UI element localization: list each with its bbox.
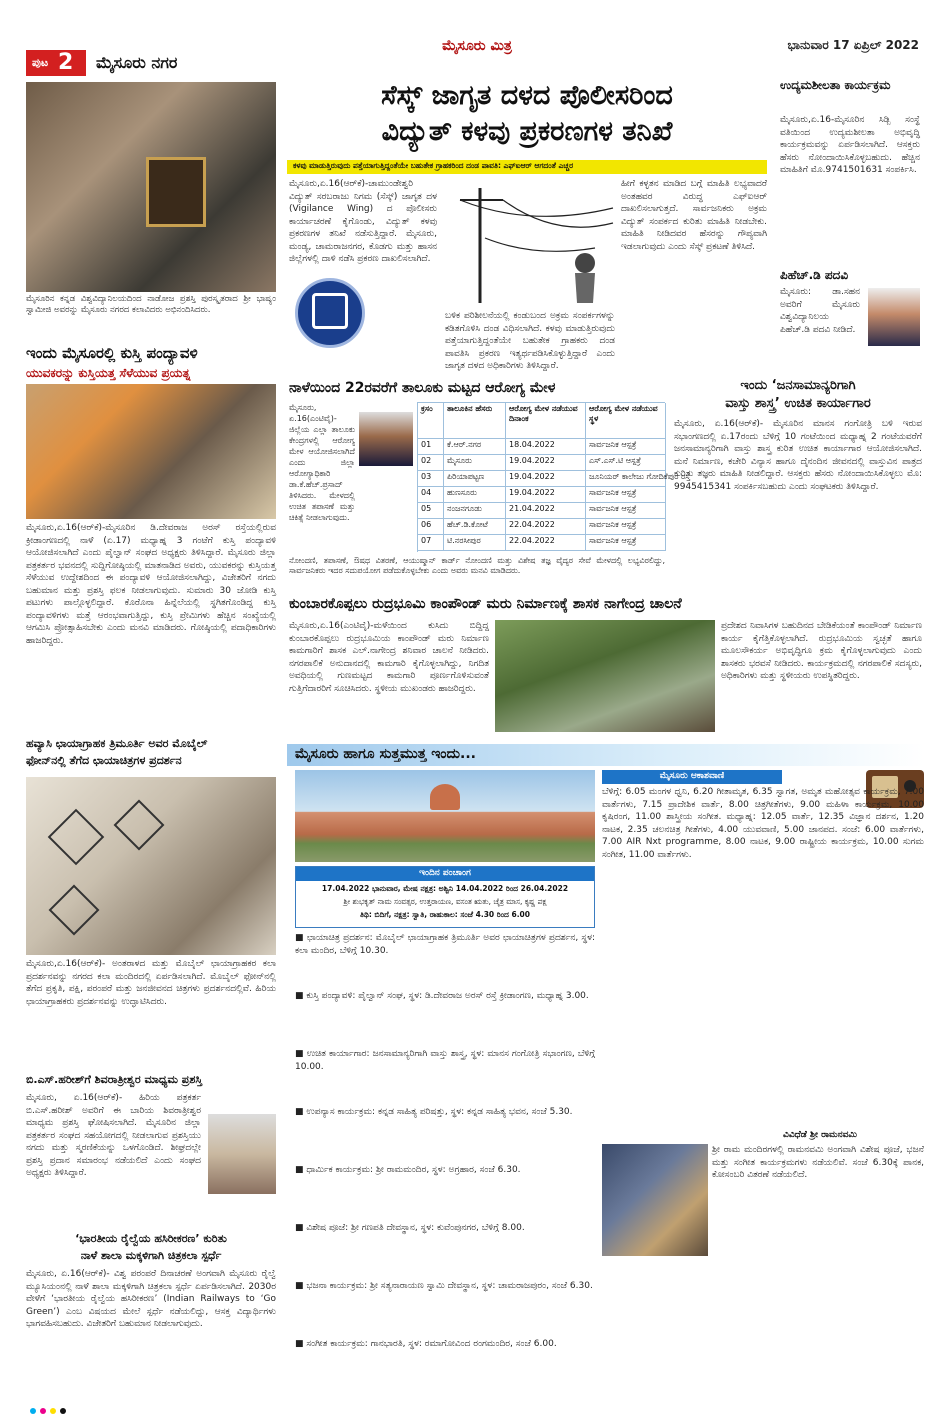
table-cell: ಟಿ.ನರಸೀಪುರ — [444, 535, 506, 551]
event-item: ■ ಧಾರ್ಮಿಕ ಕಾರ್ಯಕ್ರಮ: ಶ್ರೀ ರಾಮಮಂದಿರ, ಸ್ಥಳ: ಅಗ್ರಹಾರ, ಸಂಜೆ 6.30. — [295, 1165, 521, 1175]
dot-magenta — [40, 1408, 46, 1414]
table-cell: 07 — [418, 535, 444, 551]
table-cell: ಸಾರ್ವಜನಿಕ ಆಸ್ಪತ್ರೆ — [586, 503, 666, 519]
table-cell: ಜೂನಿಯರ್ ಕಾಲೇಜು ಗೋದಿಕೆಪುರ ರಸ್ತೆ — [586, 471, 666, 487]
table-cell: 18.04.2022 — [506, 439, 586, 455]
table-cell: 06 — [418, 519, 444, 535]
table-cell: ಸಾರ್ವಜನಿಕ ಆಸ್ಪತ್ರೆ — [586, 535, 666, 551]
vastu-story — [672, 378, 924, 588]
panchanga-title: ಇಂದಿನ ಪಂಚಾಂಗ — [419, 868, 471, 878]
doctor-portrait — [359, 412, 413, 466]
electric-pole-illustration — [445, 178, 615, 306]
today-banner — [287, 744, 924, 766]
table-cell: ಕೆ.ಆರ್.ನಗರ — [444, 439, 506, 455]
ramanavami-article: ಶ್ರೀ ರಾಮ ಮಂದಿರಗಳಲ್ಲಿ ರಾಮನವಮಿ ಅಂಗವಾಗಿ ವಿಶೇಷ ಪೂಜೆ, ಭಜನೆ ಮತ್ತು ಸಂಗೀತ ಕಾರ್ಯಕ್ರಮಗಳು ನಡೆಯಲಿವೆ. ಸಂಜೆ 6.30ಕ್ಕೆ ಪಾನಕ, ಕೋಸಂಬರಿ ವಿತರಣೆ ನಡೆಯಲಿದೆ. — [712, 1145, 924, 1180]
lead-col1: ಮೈಸೂರು,ಏ.16(ಆರ್‌ಕೆ)-ಚಾಮುಂಡೇಶ್ವರಿ ವಿದ್ಯುತ್ ಸರಬರಾಜು ನಿಗಮ (ಸೆಸ್ಕ್) ಜಾಗೃತ ದಳ (Vigilance Wing) ದ ಪೊಲೀಸರು ಕಾರ್ಯಾಚರಣೆ ಕೈಗೊಂಡು, ವಿದ್ಯುತ್ ಕಳವು ಪ್ರಕರಣಗಳ ತನಿಖೆ ನಡೆಸುತ್ತಿದ್ದಾರೆ. ಮೈಸೂರು, ಮಂಡ್ಯ, ಚಾಮರಾಜನಗರ, ಕೊಡಗು ಮತ್ತು ಹಾಸನ ಜಿಲ್ಲೆಗಳಲ್ಲಿ ದಾಳಿ ನಡೆಸಿ ಪ್ರಕರಣ ದಾಖಲಿಸಲಾಗಿದೆ. — [289, 179, 437, 264]
panchanga-line1: 17.04.2022 ಭಾನುವಾರ, ಮೇಷ ನಕ್ಷತ್ರ: ಅಶ್ವಿನಿ 14.04.2022 ರಿಂದ 26.04.2022 — [321, 884, 569, 893]
phd-portrait — [868, 288, 920, 346]
kumbar-headline: ಕುಂಬಾರಕೊಪ್ಪಲು ರುದ್ರಭೂಮಿ ಕಾಂಪೌಂಡ್ ಮರು ನಿರ್ಮಾಣಕ್ಕೆ ಶಾಸಕ ನಾಗೇಂದ್ರ ಚಾಲನೆ — [289, 596, 682, 612]
lead-col1-cont — [371, 274, 437, 364]
table-cell: 05 — [418, 503, 444, 519]
table-cell: ನಂಜನಗೂಡು — [444, 503, 506, 519]
rail-headline: ‘ಭಾರತೀಯ ರೈಲ್ವೆಯ ಹಸಿರೀಕರಣ’ ಕುರಿತು — [75, 1232, 227, 1245]
paper-name: ಮೈಸೂರು ಮಿತ್ರ — [442, 38, 512, 54]
table-cell: ಸಾರ್ವಜನಿಕ ಆಸ್ಪತ್ರೆ — [586, 439, 666, 455]
lead-headline-line1: ಸೆಸ್ಕ್ ಜಾಗೃತ ದಳದ ಪೊಲೀಸರಿಂದ — [381, 80, 673, 111]
events-list — [295, 932, 595, 1402]
akashvani-header — [602, 770, 782, 784]
event-headline: ಉದ್ಯಮಶೀಲತಾ ಕಾರ್ಯಕ್ರಮ — [780, 78, 891, 92]
kusti-article: ಮೈಸೂರು,ಏ.16(ಆರ್‌ಕೆ)-ಮೈಸೂರಿನ ಡಿ.ದೇವರಾಜ ಅರಸ್ ರಸ್ತೆಯಲ್ಲಿರುವ ಕ್ರೀಡಾಂಗಣದಲ್ಲಿ ನಾಳೆ (ಏ.17) ಮಧ್ಯಾಹ್ನ 3 ಗಂಟೆಗೆ ಕುಸ್ತಿ ಪಂದ್ಯಾವಳಿ ಆಯೋಜಿಸಲಾಗಿದೆ ಎಂದು ಪೈಲ್ವಾನ್ ಸಂಘದ ಅಧ್ಯಕ್ಷರು ತಿಳಿಸಿದ್ದಾರೆ. ಮೈಸೂರು ಜಿಲ್ಲಾ ಪತ್ರಕರ್ತರ ಭವನದಲ್ಲಿ ಸುದ್ದಿಗೋಷ್ಠಿಯಲ್ಲಿ ಮಾತನಾಡಿದ ಅವರು, ಯುವಕರನ್ನು ಕುಸ್ತಿಯತ್ತ ಸೆಳೆಯುವ ಉದ್ದೇಶದಿಂದ ಈ ಪಂದ್ಯಾವಳಿ ಆಯೋಜಿಸಲಾಗಿದ್ದು, ವಿಜೇತರಿಗೆ ನಗದು ಬಹುಮಾನ ಮತ್ತು ಪ್ರಶಸ್ತಿ ಫಲಕ ನೀಡಲಾಗುವುದು. ಸುಮಾರು 30 ಜೋಡಿ ಕುಸ್ತಿ ಪಟುಗಳು ಪಾಲ್ಗೊಳ್ಳಲಿದ್ದಾರೆ. ಕೊರೊನಾ ಹಿನ್ನೆಲೆಯಲ್ಲಿ ಸ್ಥಗಿತಗೊಂಡಿದ್ದ ಕುಸ್ತಿ ಪಂದ್ಯಾವಳಿಗಳು ಮತ್ತೆ ಆರಂಭವಾಗುತ್ತಿದ್ದು, ಕುಸ್ತಿ ಪ್ರೇಮಿಗಳು ಹೆಚ್ಚಿನ ಸಂಖ್ಯೆಯಲ್ಲಿ ಆಗಮಿಸಿ ಪ್ರೋತ್ಸಾಹಿಸಬೇಕು ಎಂದು ಮನವಿ ಮಾಡಿದರು. ಗೋಷ್ಠಿಯಲ್ಲಿ ಪದಾಧಿಕಾರಿಗಳು ಹಾಜರಿದ್ದರು. — [26, 523, 276, 646]
dot-cyan — [30, 1408, 36, 1414]
phd-headline: ಪಿಹೆಚ್.ಡಿ ಪದವಿ — [780, 268, 849, 282]
section-name: ಮೈಸೂರು ನಗರ — [96, 53, 178, 72]
photo-exhibit-subhead: ಫೋನ್‌ನಲ್ಲಿ ತೆಗೆದ ಛಾಯಾಚಿತ್ರಗಳ ಪ್ರದರ್ಶನ — [26, 754, 182, 767]
table-cell: ಸಾರ್ವಜನಿಕ ಆಸ್ಪತ್ರೆ — [586, 519, 666, 535]
lead-story — [287, 78, 767, 371]
kusti-subhead: ಯುವಕರನ್ನು ಕುಸ್ತಿಯತ್ತ ಸೆಳೆಯುವ ಪ್ರಯತ್ನ — [26, 366, 191, 380]
harish-portrait — [208, 1114, 276, 1194]
table-cell: 03 — [418, 471, 444, 487]
kumbar-story — [287, 596, 924, 736]
akashvani-title: ಮೈಸೂರು ಆಕಾಶವಾಣಿ — [659, 771, 725, 781]
frame-1 — [48, 809, 105, 866]
panchanga-line3: ತಿಥಿ: ಬಿದಿಗೆ, ನಕ್ಷತ್ರ: ಸ್ವಾತಿ, ರಾಹುಕಾಲ: ಸಂಜೆ 4.30 ರಿಂದ 6.00 — [360, 910, 530, 919]
event-item: ■ ವಿಶೇಷ ಪೂಜೆ: ಶ್ರೀ ಗಣಪತಿ ದೇವಸ್ಥಾನ, ಸ್ಥಳ: ಕುವೆಂಪುನಗರ, ಬೆಳಿಗ್ಗೆ 8.00. — [295, 1223, 525, 1233]
arogya-article: ಮೈಸೂರು, ಏ.16(ಎಂಟಿವೈ)- ಜಿಲ್ಲೆಯ ಎಲ್ಲಾ ತಾಲೂಕು ಕೇಂದ್ರಗಳಲ್ಲಿ ಆರೋಗ್ಯ ಮೇಳ ಆಯೋಜಿಸಲಾಗಿದೆ ಎಂದು ಜಿಲ್ಲಾ ಆರೋಗ್ಯಾಧಿಕಾರಿ ಡಾ.ಕೆ.ಹೆಚ್.ಪ್ರಸಾದ್ ತಿಳಿಸಿದರು. ಮೇಳದಲ್ಲಿ ಉಚಿತ ತಪಾಸಣೆ ಮತ್ತು ಚಿಕಿತ್ಸೆ ನೀಡಲಾಗುವುದು. — [289, 403, 355, 522]
kusti-photo — [26, 384, 276, 519]
event-item: ■ ಉಚಿತ ಕಾರ್ಯಾಗಾರ: ಜನಸಾಮಾನ್ಯರಿಗಾಗಿ ವಾಸ್ತು ಶಾಸ್ತ್ರ, ಸ್ಥಳ: ಮಾನಸ ಗಂಗೋತ್ರಿ ಸಭಾಂಗಣ, ಬೆಳಿಗ್ಗೆ 10.00. — [295, 1049, 595, 1072]
table-cell: 22.04.2022 — [506, 519, 586, 535]
lead-strap-text: ಕಳವು ಮಾಡುತ್ತಿರುವುದು ಪತ್ತೆಯಾಗುತ್ತಿದ್ದಂತೆಯೇ ಬಹುತೇಕ ಗ್ರಾಹಕರಿಂದ ದಂಡ ಪಾವತಿ: ಎಫ್‌ಐಆರ್ ಆಗದಂತೆ ಎಚ್ಚರ — [293, 161, 574, 170]
harish-article: ಮೈಸೂರು, ಏ.16(ಆರ್‌ಕೆ)- ಹಿರಿಯ ಪತ್ರಕರ್ತ ಬಿ.ಎಸ್.ಹರೀಶ್ ಅವರಿಗೆ ಈ ಬಾರಿಯ ಶಿವರಾತ್ರೀಶ್ವರ ಮಾಧ್ಯಮ ಪ್ರಶಸ್ತಿ ಘೋಷಿಸಲಾಗಿದೆ. ಮೈಸೂರಿನ ಜಿಲ್ಲಾ ಪತ್ರಕರ್ತರ ಸಂಘದ ಸಹಯೋಗದಲ್ಲಿ ನೀಡಲಾಗುವ ಪ್ರಶಸ್ತಿಯು ನಗದು ಮತ್ತು ಸ್ಮರಣಿಕೆಯನ್ನು ಒಳಗೊಂಡಿದೆ. ಶೀಘ್ರದಲ್ಲೇ ಪ್ರಶಸ್ತಿ ಪ್ರದಾನ ಸಮಾರಂಭ ನಡೆಯಲಿದೆ ಎಂದು ಸಂಘದ ಅಧ್ಯಕ್ಷರು ತಿಳಿಸಿದ್ದಾರೆ. — [26, 1093, 201, 1178]
akashvani-box — [600, 770, 924, 1402]
plaque — [146, 157, 206, 227]
akashvani-schedule: ಬೆಳಿಗ್ಗೆ: 6.05 ಮಂಗಳ ಧ್ವನಿ, 6.20 ಗೀತಾಮೃತ, 6.35 ಸ್ವಾಗತ, ಅಮೃತ ಮಹೋತ್ಸವ ಕಾರ್ಯಕ್ರಮ, 7.00 ವಾರ್ತೆಗಳು, 7.15 ಪ್ರಾದೇಶಿಕ ವಾರ್ತೆ, 8.00 ಚಿತ್ರಗೀತೆಗಳು, 9.00 ಮಹಿಳಾ ಕಾರ್ಯಕ್ರಮ, 10.00 ಕೃಷಿರಂಗ, 11.00 ಶಾಸ್ತ್ರೀಯ ಸಂಗೀತ. ಮಧ್ಯಾಹ್ನ: 12.05 ವಾರ್ತೆ, 12.35 ವಿಜ್ಞಾನ ದರ್ಶನ, 1.20 ನಾಟಕ, 2.35 ಚಲನಚಿತ್ರ ಗೀತೆಗಳು, 4.00 ಯುವವಾಣಿ, 5.00 ಜಾನಪದ. ಸಂಜೆ: 6.00 ವಾರ್ತೆಗಳು, 7.00 AIR Nxt programme, 8.00 ನಾಟಕ, 9.00 ರಾಷ್ಟ್ರೀಯ ಕಾರ್ಯಕ್ರಮ, 10.00 ಸುಗಮ ಸಂಗೀತ, 11.00 ವಾರ್ತೆಗಳು. — [602, 787, 924, 860]
photo-exhibit-headline: ಹವ್ಯಾಸಿ ಛಾಯಾಗ್ರಾಹಕ ತ್ರಿಮೂರ್ತಿ ಅವರ ಮೊಬೈಲ್ — [26, 737, 208, 750]
table-cell: ಮೈಸೂರು — [444, 455, 506, 471]
panchanga-box — [295, 866, 595, 928]
page-number: 2 — [58, 50, 74, 75]
event-article: ಮೈಸೂರು,ಏ.16-ಮೈಸೂರಿನ ಸಿಡ್ಬಿ ಸಂಸ್ಥೆ ವತಿಯಿಂದ ಉದ್ಯಮಶೀಲತಾ ಅಭಿವೃದ್ಧಿ ಕಾರ್ಯಕ್ರಮವನ್ನು ಏರ್ಪಡಿಸಲಾಗಿದೆ. ಆಸಕ್ತರು ಹೆಸರು ನೋಂದಾಯಿಸಿಕೊಳ್ಳಬಹುದು. ಹೆಚ್ಚಿನ ಮಾಹಿತಿಗೆ ಮೊ.9741501631 ಸಂಪರ್ಕಿಸಿ. — [780, 115, 920, 175]
event-item: ■ ಸಂಗೀತ ಕಾರ್ಯಕ್ರಮ: ಗಾನಭಾರತಿ, ಸ್ಥಳ: ರಮಾಗೋವಿಂದ ರಂಗಮಂದಿರ, ಸಂಜೆ 6.00. — [295, 1339, 557, 1349]
vastu-headline-line1: ಇಂದು ‘ಜನಸಾಮಾನ್ಯರಿಗಾಗಿ — [740, 378, 856, 393]
arogya-bottom: ನೋಂದಣಿ, ತಪಾಸಣೆ, ಔಷಧ ವಿತರಣೆ, ಆಯುಷ್ಮಾನ್ ಕಾರ್ಡ್ ನೋಂದಣಿ ಮತ್ತು ವಿಶೇಷ ತಜ್ಞ ವೈದ್ಯರ ಸೇವೆ ಮೇಳದಲ್ಲಿ ಲಭ್ಯವಿರಲಿದ್ದು, ಸಾರ್ವಜನಿಕರು ಇದರ ಸದುಪಯೋಗ ಪಡೆದುಕೊಳ್ಳಬೇಕು ಎಂದು ಅವರು ಮನವಿ ಮಾಡಿದರು. — [289, 556, 665, 575]
dot-yellow — [50, 1408, 56, 1414]
vastu-article: ಮೈಸೂರು, ಏ.16(ಆರ್‌ಕೆ)- ಮೈಸೂರಿನ ಮಾನಸ ಗಂಗೋತ್ರಿ ಬಳಿ ಇರುವ ಸಭಾಂಗಣದಲ್ಲಿ ಏ.17ರಂದು ಬೆಳಿಗ್ಗೆ 10 ಗಂಟೆಯಿಂದ ಮಧ್ಯಾಹ್ನ 2 ಗಂಟೆಯವರೆಗೆ ಜನಸಾಮಾನ್ಯರಿಗಾಗಿ ವಾಸ್ತು ಶಾಸ್ತ್ರ ಕುರಿತ ಉಚಿತ ಕಾರ್ಯಾಗಾರ ಆಯೋಜಿಸಲಾಗಿದೆ. ಮನೆ ನಿರ್ಮಾಣ, ಕಚೇರಿ ವಿನ್ಯಾಸ ಹಾಗೂ ದೈನಂದಿನ ಜೀವನದಲ್ಲಿ ವಾಸ್ತುವಿನ ಪಾತ್ರದ ಕುರಿತು ತಜ್ಞರು ಮಾಹಿತಿ ನೀಡಲಿದ್ದಾರೆ. ಆಸಕ್ತರು ಹೆಸರು ನೋಂದಾಯಿಸಿಕೊಳ್ಳಲು ಮೊ: 9945415341 ಸಂಪರ್ಕಿಸಬಹುದು ಎಂದು ಸಂಘಟಕರು ತಿಳಿಸಿದ್ದಾರೆ. — [674, 419, 922, 492]
kumbar-article-right: ಪ್ರದೇಶದ ನಿವಾಸಿಗಳ ಬಹುದಿನದ ಬೇಡಿಕೆಯಂತೆ ಕಾಂಪೌಂಡ್ ನಿರ್ಮಾಣ ಕಾರ್ಯ ಕೈಗೆತ್ತಿಕೊಳ್ಳಲಾಗಿದೆ. ರುದ್ರಭೂಮಿಯ ಸ್ವಚ್ಛತೆ ಹಾಗೂ ಮೂಲಸೌಕರ್ಯ ಅಭಿವೃದ್ಧಿಗೂ ಕ್ರಮ ಕೈಗೊಳ್ಳಲಾಗುವುದು ಎಂದು ಶಾಸಕರು ಭರವಸೆ ನೀಡಿದರು. ಕಾರ್ಯಕ್ರಮದಲ್ಲಿ ನಗರಪಾಲಿಕೆ ಸದಸ್ಯರು, ಅಧಿಕಾರಿಗಳು ಮತ್ತು ಸ್ಥಳೀಯರು ಉಪಸ್ಥಿತರಿದ್ದರು. — [721, 621, 922, 681]
registration-mark-left — [30, 1408, 90, 1416]
lead-col3: ಹೀಗೆ ಕಳ್ಳತನ ಮಾಡಿದ ಬಗ್ಗೆ ಮಾಹಿತಿ ಲಭ್ಯವಾದರೆ ಅಂತಹವರ ವಿರುದ್ಧ ಎಫ್‌ಐಆರ್ ದಾಖಲಿಸಲಾಗುತ್ತದೆ. ಸಾರ್ವಜನಿಕರು ಅಕ್ರಮ ವಿದ್ಯುತ್ ಸಂಪರ್ಕದ ಕುರಿತು ಮಾಹಿತಿ ನೀಡಬೇಕು. ಮಾಹಿತಿ ನೀಡಿದವರ ಹೆಸರನ್ನು ಗೌಪ್ಯವಾಗಿ ಇಡಲಾಗುವುದು ಎಂದು ಸೆಸ್ಕ್ ಪ್ರಕಟಣೆ ತಿಳಿಸಿದೆ. — [621, 179, 767, 252]
felicitation-photo — [26, 82, 276, 292]
table-cell: 01 — [418, 439, 444, 455]
table-cell: 21.04.2022 — [506, 503, 586, 519]
photo1-caption: ಮೈಸೂರಿನ ಕನ್ನಡ ವಿಶ್ವವಿದ್ಯಾನಿಲಯದಿಂದ ನಾಡೋಜ ಪ್ರಶಸ್ತಿ ಪುರಸ್ಕೃತರಾದ ಶ್ರೀ ಭಾಷ್ಯಂ ಸ್ವಾಮೀಜಿ ಅವರನ್ನು ಮೈಸೂರು ನಗರದ ಕಲಾವಿದರು ಅಭಿನಂದಿಸಿದರು. — [26, 294, 276, 315]
th-taluk: ತಾಲೂಕಿನ ಹೆಸರು — [444, 403, 506, 439]
lead-strap — [287, 160, 767, 174]
frame-3 — [49, 885, 100, 936]
table-cell: ಎಸ್.ಎಸ್.ಟಿ ಆಸ್ಪತ್ರೆ — [586, 455, 666, 471]
page-label — [26, 50, 86, 76]
kumbar-photo — [495, 620, 715, 732]
left-column — [22, 82, 280, 1402]
lead-illustration — [445, 178, 615, 306]
table-cell: 19.04.2022 — [506, 455, 586, 471]
arogya-story — [287, 378, 691, 588]
lead-headline-line2: ವಿದ್ಯುತ್ ಕಳವು ಪ್ರಕರಣಗಳ ತನಿಖೆ — [381, 116, 673, 147]
lead-col2: ಬಳಿಕ ಪರಿಶೀಲನೆಯಲ್ಲಿ ಕಂಡುಬಂದ ಅಕ್ರಮ ಸಂಪರ್ಕಗಳನ್ನು ಕಡಿತಗೊಳಿಸಿ ದಂಡ ವಿಧಿಸಲಾಗಿದೆ. ಕಳವು ಮಾಡುತ್ತಿರುವುದು ಪತ್ತೆಯಾಗುತ್ತಿದ್ದಂತೆಯೇ ಬಹುತೇಕ ಗ್ರಾಹಕರು ದಂಡ ಪಾವತಿಸಿ ಪ್ರಕರಣ ಇತ್ಯರ್ಥಪಡಿಸಿಕೊಳ್ಳುತ್ತಿದ್ದಾರೆ ಎಂದು ಜಾಗೃತ ದಳದ ಅಧಿಕಾರಿಗಳು ತಿಳಿಸಿದ್ದಾರೆ. — [445, 311, 615, 371]
panchanga-line2: ಶ್ರೀ ಶುಭಕೃತ್ ನಾಮ ಸಂವತ್ಸರ, ಉತ್ತರಾಯಣ, ವಸಂತ ಋತು, ಚೈತ್ರ ಮಾಸ, ಕೃಷ್ಣ ಪಕ್ಷ — [343, 897, 547, 906]
masthead — [22, 38, 927, 78]
table-cell: ಪಿರಿಯಾಪಟ್ಟಣ — [444, 471, 506, 487]
right-column — [772, 78, 924, 368]
table-cell: ಹೆಚ್.ಡಿ.ಕೋಟೆ — [444, 519, 506, 535]
th-place: ಆರೋಗ್ಯ ಮೇಳ ನಡೆಯುವ ಸ್ಥಳ — [586, 403, 666, 439]
event-item: ■ ಉಪನ್ಯಾಸ ಕಾರ್ಯಕ್ರಮ: ಕನ್ನಡ ಸಾಹಿತ್ಯ ಪರಿಷತ್ತು, ಸ್ಥಳ: ಕನ್ನಡ ಸಾಹಿತ್ಯ ಭವನ, ಸಂಜೆ 5.30. — [295, 1107, 573, 1117]
photo-exhibit-article: ಮೈಸೂರು,ಏ.16(ಆರ್‌ಕೆ)- ಅಂತರಾಳದ ಮತ್ತು ಮೊಬೈಲ್ ಛಾಯಾಗ್ರಾಹಕರ ಕಲಾ ಪ್ರದರ್ಶನವನ್ನು ನಗರದ ಕಲಾ ಮಂದಿರದಲ್ಲಿ ಏರ್ಪಡಿಸಲಾಗಿದೆ. ಮೊಬೈಲ್ ಫೋನ್‌ನಲ್ಲಿ ತೆಗೆದ ಪ್ರಕೃತಿ, ಪಕ್ಷಿ, ಪರಂಪರೆ ಮತ್ತು ಜನಜೀವನದ ಚಿತ್ರಗಳು ಪ್ರದರ್ಶನದಲ್ಲಿವೆ. ಹಿರಿಯ ಛಾಯಾಗ್ರಾಹಕರು ಪ್ರದರ್ಶನವನ್ನು ಉದ್ಘಾಟಿಸಿದರು. — [26, 959, 276, 1007]
arogya-headline: ನಾಳೆಯಿಂದ 22ರವರೆಗೆ ತಾಲೂಕು ಮಟ್ಟದ ಆರೋಗ್ಯ ಮೇಳ — [289, 380, 556, 396]
table-cell: 02 — [418, 455, 444, 471]
frame-2 — [114, 800, 165, 851]
dot-black — [60, 1408, 66, 1414]
th-date: ಆರೋಗ್ಯ ಮೇಳ ನಡೆಯುವ ದಿನಾಂಕ — [506, 403, 586, 439]
arogya-table — [417, 402, 691, 552]
table-cell: 04 — [418, 487, 444, 503]
harish-headline: ಬಿ.ಎಸ್.ಹರೀಶ್‌ಗೆ ಶಿವರಾತ್ರೀಶ್ವರ ಮಾಧ್ಯಮ ಪ್ರಶಸ್ತಿ — [26, 1073, 203, 1086]
event-item: ■ ಕುಸ್ತಿ ಪಂದ್ಯಾವಳಿ: ಪೈಲ್ವಾನ್ ಸಂಘ, ಸ್ಥಳ: ಡಿ.ದೇವರಾಜ ಅರಸ್ ರಸ್ತೆ ಕ್ರೀಡಾಂಗಣ, ಮಧ್ಯಾಹ್ನ 3.00. — [295, 991, 589, 1001]
rail-article: ಮೈಸೂರು, ಏ.16(ಆರ್‌ಕೆ)- ವಿಶ್ವ ಪರಂಪರೆ ದಿನಾಚರಣೆ ಅಂಗವಾಗಿ ಮೈಸೂರು ರೈಲ್ವೆ ಮ್ಯೂಸಿಯಂನಲ್ಲಿ ನಾಳೆ ಶಾಲಾ ಮಕ್ಕಳಿಗಾಗಿ ಚಿತ್ರಕಲಾ ಸ್ಪರ್ಧೆ ಏರ್ಪಡಿಸಲಾಗಿದೆ. 2030ರ ವೇಳೆಗೆ ‘ಭಾರತೀಯ ರೈಲ್ವೆಯ ಹಸಿರೀಕರಣ’ (Indian Railways to ‘Go Green’) ಎಂಬ ವಿಷಯದ ಮೇಲೆ ಸ್ಪರ್ಧೆ ನಡೆಯಲಿದ್ದು, ಆಸಕ್ತ ವಿದ್ಯಾರ್ಥಿಗಳು ಭಾಗವಹಿಸಬಹುದು. ವಿಜೇತರಿಗೆ ಬಹುಮಾನ ನೀಡಲಾಗುವುದು. — [26, 1269, 276, 1329]
vastu-headline-line2: ವಾಸ್ತು ಶಾಸ್ತ್ರ’ ಉಚಿತ ಕಾರ್ಯಾಗಾರ — [725, 396, 871, 411]
table-cell: 22.04.2022 — [506, 535, 586, 551]
ramanavami-headline: ವಿವಿಧೆಡೆ ಶ್ರೀ ರಾಮನವಮಿ — [783, 1130, 857, 1140]
page-word: ಪುಟ — [32, 56, 49, 69]
table-cell: 19.04.2022 — [506, 487, 586, 503]
panchanga-header — [296, 867, 594, 881]
rail-subhead: ನಾಳೆ ಶಾಲಾ ಮಕ್ಕಳಿಗಾಗಿ ಚಿತ್ರಕಲಾ ಸ್ಪರ್ಧೆ — [80, 1249, 222, 1262]
cesc-logo-mark — [312, 293, 348, 329]
table-cell: ಸಾರ್ವಜನಿಕ ಆಸ್ಪತ್ರೆ — [586, 487, 666, 503]
palace-dome — [430, 784, 460, 810]
table-cell: ಹುಣಸೂರು — [444, 487, 506, 503]
th-sno: ಕ್ರಸಂ — [418, 403, 444, 439]
phd-article: ಮೈಸೂರು: ಡಾ.ಸಹನ ಅವರಿಗೆ ಮೈಸೂರು ವಿಶ್ವವಿದ್ಯಾನಿಲಯ ಪಿಹೆಚ್.ಡಿ ಪದವಿ ನೀಡಿದೆ. — [780, 287, 860, 335]
table-cell: 19.04.2022 — [506, 471, 586, 487]
event-item: ■ ಛಾಯಾಚಿತ್ರ ಪ್ರದರ್ಶನ: ಮೊಬೈಲ್ ಛಾಯಾಗ್ರಾಹಕ ತ್ರಿಮೂರ್ತಿ ಅವರ ಛಾಯಾಚಿತ್ರಗಳ ಪ್ರದರ್ಶನ, ಸ್ಥಳ: ಕಲಾ ಮಂದಿರ, ಬೆಳಿಗ್ಗೆ 10.30. — [295, 933, 595, 956]
palace-photo — [295, 770, 595, 862]
cesc-logo — [295, 278, 365, 348]
issue-date: ಭಾನುವಾರ 17 ಏಪ್ರಿಲ್ 2022 — [787, 38, 919, 52]
rama-image — [602, 1144, 708, 1256]
today-banner-text: ಮೈಸೂರು ಹಾಗೂ ಸುತ್ತಮುತ್ತ ಇಂದು... — [295, 746, 476, 762]
event-item: ■ ಭಜನಾ ಕಾರ್ಯಕ್ರಮ: ಶ್ರೀ ಸತ್ಯನಾರಾಯಣ ಸ್ವಾಮಿ ದೇವಸ್ಥಾನ, ಸ್ಥಳ: ಚಾಮರಾಜಪುರಂ, ಸಂಜೆ 6.30. — [295, 1281, 593, 1291]
kusti-headline: ಇಂದು ಮೈಸೂರಲ್ಲಿ ಕುಸ್ತಿ ಪಂದ್ಯಾವಳಿ — [26, 344, 198, 362]
exhibit-photo — [26, 777, 276, 955]
kumbar-article-left: ಮೈಸೂರು,ಏ.16(ಎಂಟಿವೈ)-ಮಳೆಯಿಂದ ಕುಸಿದು ಬಿದ್ದಿದ್ದ ಕುಂಬಾರಕೊಪ್ಪಲು ರುದ್ರಭೂಮಿಯ ಕಾಂಪೌಂಡ್ ಮರು ನಿರ್ಮಾಣ ಕಾಮಗಾರಿಗೆ ಶಾಸಕ ಎಲ್.ನಾಗೇಂದ್ರ ಶನಿವಾರ ಚಾಲನೆ ನೀಡಿದರು. ನಗರಪಾಲಿಕೆ ಅನುದಾನದಲ್ಲಿ ಕಾಮಗಾರಿ ಕೈಗೊಳ್ಳಲಾಗಿದ್ದು, ನಿಗದಿತ ಅವಧಿಯಲ್ಲಿ ಗುಣಮಟ್ಟದ ಕಾಮಗಾರಿ ಪೂರ್ಣಗೊಳಿಸುವಂತೆ ಗುತ್ತಿಗೆದಾರರಿಗೆ ಸೂಚಿಸಿದರು. ಸ್ಥಳೀಯ ಮುಖಂಡರು ಹಾಜರಿದ್ದರು. — [289, 621, 489, 694]
